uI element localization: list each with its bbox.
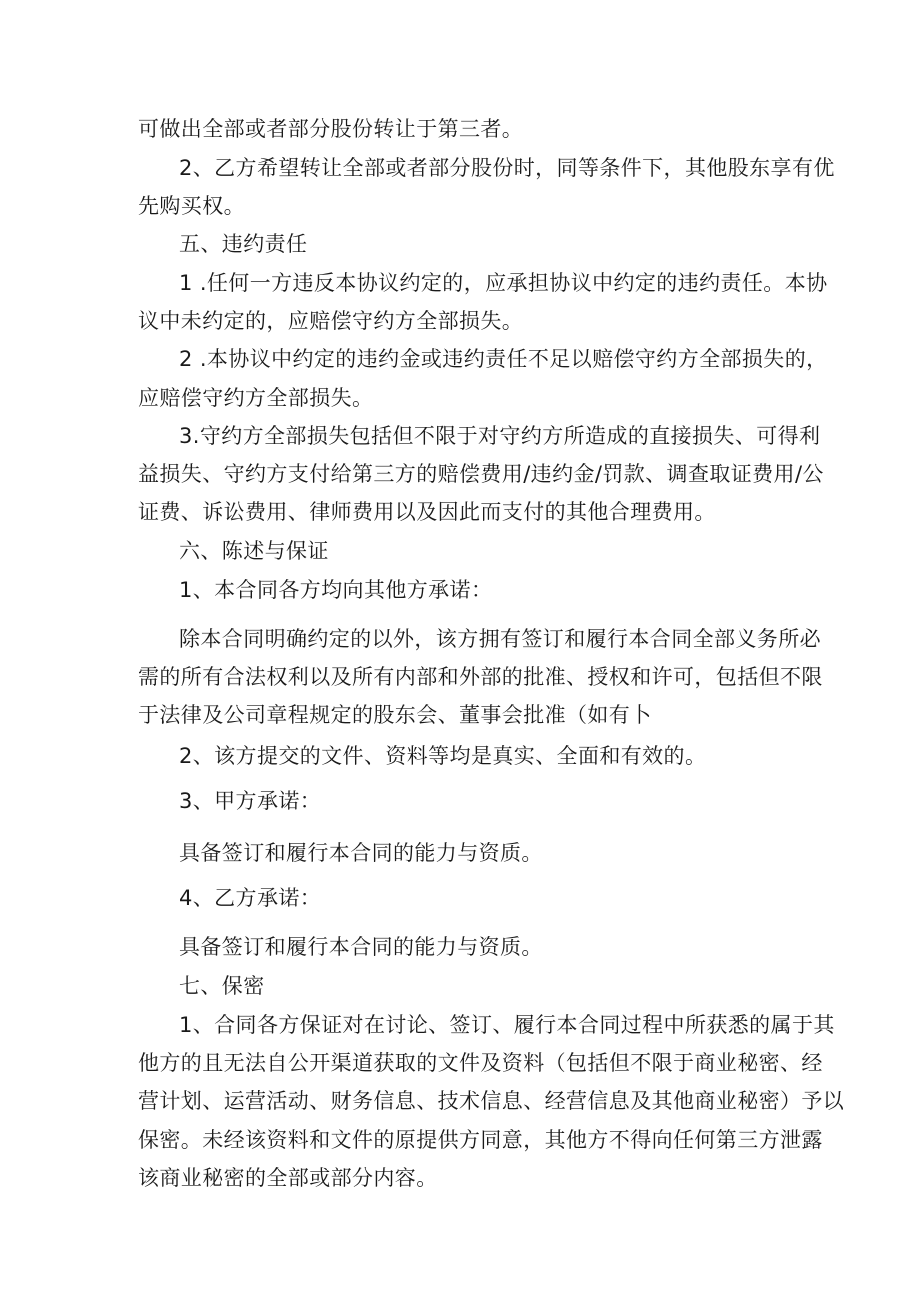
paragraph-line: 他方的且无法自公开渠道获取的文件及资料（包括但不限于商业秘密、经 bbox=[138, 1051, 823, 1075]
paragraph-line: 具备签订和履行本合同的能力与资质。 bbox=[179, 841, 543, 865]
paragraph-line: 1、本合同各方均向其他方承诺： bbox=[179, 578, 493, 602]
paragraph-line: 证费、诉讼费用、律师费用以及因此而支付的其他合理费用。 bbox=[138, 500, 716, 524]
paragraph-line: 具备签订和履行本合同的能力与资质。 bbox=[179, 935, 543, 959]
section-heading: 五、违约责任 bbox=[179, 232, 308, 256]
paragraph-line: 1、合同各方保证对在讨论、签订、履行本合同过程中所获悉的属于其 bbox=[179, 1013, 835, 1037]
paragraph-line: 2、乙方希望转让全部或者部分股份时，同等条件下，其他股东享有优 bbox=[179, 156, 835, 180]
paragraph-line: 3.守约方全部损失包括但不限于对守约方所造成的直接损失、可得利 bbox=[179, 424, 821, 448]
paragraph-line: 保密。未经该资料和文件的原提供方同意，其他方不得向任何第三方泄露 bbox=[138, 1128, 823, 1152]
paragraph-line: 4、乙方承诺： bbox=[179, 886, 322, 910]
section-heading: 六、陈述与保证 bbox=[179, 539, 329, 563]
paragraph-line: 先购买权。 bbox=[138, 194, 245, 218]
paragraph-line: 于法律及公司章程规定的股东会、董事会批准（如有卜 bbox=[138, 703, 652, 727]
paragraph-line: 需的所有合法权利以及所有内部和外部的批准、授权和许可，包括但不限 bbox=[138, 665, 823, 689]
paragraph-line: 应赔偿守约方全部损失。 bbox=[138, 386, 374, 410]
paragraph-line: 营计划、运营活动、财务信息、技术信息、经营信息及其他商业秘密）予以 bbox=[138, 1089, 845, 1113]
paragraph-line: 议中未约定的，应赔偿守约方全部损失。 bbox=[138, 309, 524, 333]
paragraph-line: 益损失、守约方支付给第三方的赔偿费用/违约金/罚款、调查取证费用/公 bbox=[138, 462, 824, 486]
paragraph-line: 3、甲方承诺： bbox=[179, 789, 322, 813]
paragraph-line: 除本合同明确约定的以外，该方拥有签订和履行本合同全部义务所必 bbox=[179, 627, 821, 651]
paragraph-line: 2 .本协议中约定的违约金或违约责任不足以赔偿守约方全部损失的， bbox=[179, 347, 828, 371]
section-heading: 七、保密 bbox=[179, 974, 265, 998]
paragraph-line: 2、该方提交的文件、资料等均是真实、全面和有效的。 bbox=[179, 744, 707, 768]
paragraph-line: 1 .任何一方违反本协议约定的，应承担协议中约定的违约责任。本协 bbox=[179, 271, 828, 295]
paragraph-line: 可做出全部或者部分股份转让于第三者。 bbox=[138, 117, 524, 141]
paragraph-line: 该商业秘密的全部或部分内容。 bbox=[138, 1166, 438, 1190]
